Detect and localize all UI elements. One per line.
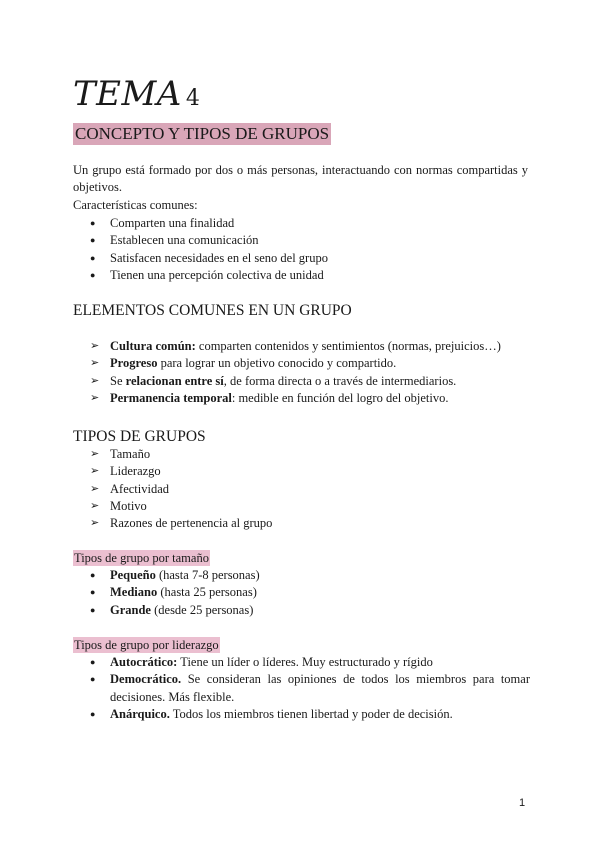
characteristics-list [90, 215, 328, 284]
size-list [90, 567, 260, 619]
page-number: 1 [519, 797, 526, 809]
list-item: ● Comparten una finalidad [90, 215, 328, 232]
arrow-bullet-icon: ➢ [90, 465, 100, 478]
list-item: ● Tienen una percepción colectiva de unidad [90, 267, 328, 284]
arrow-bullet-icon: ➢ [90, 499, 100, 512]
arrow-bullet-icon: ➢ [90, 391, 100, 404]
arrow-bullet-icon: ➢ [90, 448, 100, 460]
list-item: ➢ Tamaño [90, 446, 272, 463]
arrow-bullet-icon: ➢ [90, 357, 100, 370]
list-item: ● Establecen una comunicación [90, 232, 328, 249]
elements-list [90, 338, 501, 407]
title-text: TEMA [73, 74, 182, 114]
list-item: ➢ Se relacionan entre sí, de forma directa o a través de intermediarios. [90, 373, 501, 390]
section-heading-concepto: CONCEPTO Y TIPOS DE GRUPOS [75, 124, 330, 143]
intro-paragraph: Un grupo está formado por dos o más personas, interactuando con normas compartidas y objetivos. [73, 163, 528, 194]
list-item: ● Mediano (hasta 25 personas) [90, 584, 260, 601]
arrow-bullet-icon: ➢ [90, 482, 100, 495]
arrow-bullet-icon: ➢ [90, 517, 100, 530]
list-item: ● Anárquico. Todos los miembros tienen libertad y poder de decisión. [90, 706, 530, 723]
list-item: ● Grande (desde 25 personas) [90, 602, 260, 619]
leadership-list [90, 654, 530, 723]
arrow-bullet-icon: ➢ [90, 374, 100, 387]
section-heading-tipos: TIPOS DE GRUPOS [73, 428, 206, 445]
arrow-bullet-icon: ➢ [90, 340, 100, 352]
list-item: ● Autocrático: Tiene un líder o líderes. Muy estructurado y rígido [90, 654, 530, 671]
list-item: ● Pequeño (hasta 7-8 personas) [90, 567, 260, 584]
title-number: 4 [185, 86, 201, 111]
list-item: ➢ Razones de pertenencia al grupo [90, 515, 272, 532]
list-item: ➢ Cultura común: comparten contenidos y sentimientos (normas, prejuicios…) [90, 338, 501, 355]
list-item: ➢ Liderazgo [90, 463, 272, 480]
list-item: ● Satisfacen necesidades en el seno del grupo [90, 250, 328, 267]
subheading-leadership: Tipos de grupo por liderazgo [74, 638, 219, 652]
list-item: ➢ Permanencia temporal: medible en función del logro del objetivo. [90, 390, 501, 407]
list-item: ● Democrático. Se consideran las opiniones de todos los miembros para tomar decisiones. Más flexible. [90, 671, 530, 706]
characteristics-label: Características comunes: [73, 198, 198, 212]
list-item: ➢ Progreso para lograr un objetivo conocido y compartido. [90, 355, 501, 372]
section-heading-elementos: ELEMENTOS COMUNES EN UN GRUPO [73, 302, 352, 319]
subheading-size: Tipos de grupo por tamaño [74, 551, 209, 565]
types-list [90, 446, 272, 532]
list-item: ➢ Afectividad [90, 481, 272, 498]
page-title [73, 74, 200, 119]
list-item: ➢ Motivo [90, 498, 272, 515]
